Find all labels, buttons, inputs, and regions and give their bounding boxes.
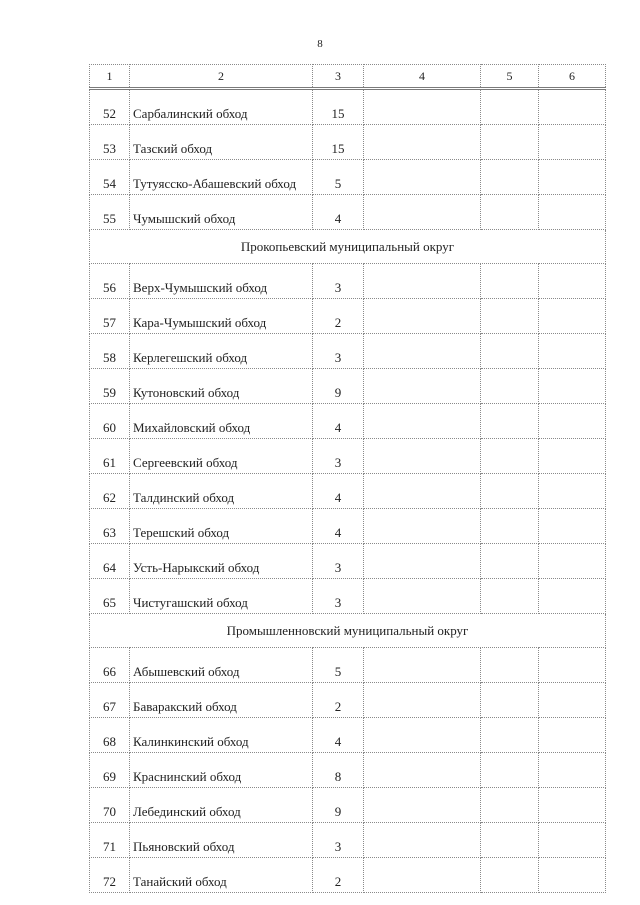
table-row [90,299,606,334]
row-number-cell: 62 [90,474,130,509]
count-cell: 15 [313,125,364,160]
table-row [90,334,606,369]
row-number-cell: 67 [90,683,130,718]
row-number-cell: 54 [90,160,130,195]
table-row [90,544,606,579]
table-row [90,718,606,753]
row-number-cell: 63 [90,509,130,544]
column-header: 1 [90,65,130,89]
table-row [90,264,606,299]
bypass-name-cell: Чистугашский обход [130,579,313,614]
table-row [90,753,606,788]
count-cell: 2 [313,299,364,334]
row-number-cell: 64 [90,544,130,579]
bypass-name-cell: Усть-Нарыкский обход [130,544,313,579]
table-row [90,648,606,683]
bypass-name-cell: Чумышский обход [130,195,313,230]
count-cell: 4 [313,195,364,230]
empty-cell-5 [481,544,539,579]
empty-cell-6 [539,89,606,125]
empty-cell-6 [539,648,606,683]
row-number-cell: 68 [90,718,130,753]
empty-cell-4 [364,788,481,823]
empty-cell-5 [481,369,539,404]
empty-cell-6 [539,753,606,788]
empty-cell-6 [539,579,606,614]
count-cell: 9 [313,788,364,823]
table-row [90,89,606,125]
row-number-cell: 57 [90,299,130,334]
row-number-cell: 72 [90,858,130,893]
section-header-row [90,614,606,648]
table-row [90,788,606,823]
count-cell: 4 [313,404,364,439]
row-number-cell: 59 [90,369,130,404]
empty-cell-4 [364,718,481,753]
row-number-cell: 66 [90,648,130,683]
page-number: 8 [317,38,323,50]
bypass-name-cell: Михайловский обход [130,404,313,439]
bypass-name-cell: Сарбалинский обход [130,89,313,125]
section-header-row [90,230,606,264]
count-cell: 2 [313,683,364,718]
count-cell: 3 [313,439,364,474]
empty-cell-5 [481,334,539,369]
empty-cell-5 [481,823,539,858]
empty-cell-6 [539,264,606,299]
empty-cell-4 [364,160,481,195]
row-number-cell: 53 [90,125,130,160]
row-number-cell: 71 [90,823,130,858]
empty-cell-4 [364,439,481,474]
count-cell: 8 [313,753,364,788]
column-header: 3 [313,65,364,89]
table-row [90,858,606,893]
table-header-row [90,65,606,89]
empty-cell-4 [364,683,481,718]
empty-cell-4 [364,544,481,579]
empty-cell-5 [481,579,539,614]
empty-cell-4 [364,125,481,160]
empty-cell-6 [539,788,606,823]
row-number-cell: 56 [90,264,130,299]
empty-cell-6 [539,160,606,195]
column-header: 5 [481,65,539,89]
count-cell: 4 [313,474,364,509]
empty-cell-6 [539,334,606,369]
table-row [90,125,606,160]
empty-cell-5 [481,89,539,125]
empty-cell-5 [481,474,539,509]
bypass-table [89,64,606,893]
empty-cell-4 [364,823,481,858]
column-header: 4 [364,65,481,89]
section-title: Прокопьевский муниципальный округ [90,230,606,264]
empty-cell-4 [364,299,481,334]
count-cell: 2 [313,858,364,893]
empty-cell-6 [539,474,606,509]
empty-cell-4 [364,369,481,404]
empty-cell-4 [364,195,481,230]
empty-cell-6 [539,509,606,544]
empty-cell-6 [539,683,606,718]
section-title: Промышленновский муниципальный округ [90,614,606,648]
empty-cell-6 [539,195,606,230]
empty-cell-5 [481,509,539,544]
empty-cell-6 [539,823,606,858]
empty-cell-6 [539,125,606,160]
bypass-name-cell: Керлегешский обход [130,334,313,369]
table-body [90,65,606,893]
bypass-name-cell: Сергеевский обход [130,439,313,474]
empty-cell-4 [364,753,481,788]
empty-cell-5 [481,299,539,334]
table-row [90,369,606,404]
count-cell: 4 [313,718,364,753]
column-header: 2 [130,65,313,89]
row-number-cell: 70 [90,788,130,823]
table-row [90,474,606,509]
empty-cell-6 [539,369,606,404]
row-number-cell: 60 [90,404,130,439]
table-row [90,823,606,858]
empty-cell-6 [539,858,606,893]
bypass-name-cell: Тазский обход [130,125,313,160]
row-number-cell: 61 [90,439,130,474]
empty-cell-5 [481,648,539,683]
empty-cell-5 [481,753,539,788]
bypass-name-cell: Баваракский обход [130,683,313,718]
bypass-name-cell: Абышевский обход [130,648,313,683]
count-cell: 3 [313,334,364,369]
row-number-cell: 55 [90,195,130,230]
bypass-name-cell: Тутуясско-Абашевский обход [130,160,313,195]
table-row [90,160,606,195]
bypass-name-cell: Танайский обход [130,858,313,893]
empty-cell-4 [364,509,481,544]
bypass-name-cell: Терешский обход [130,509,313,544]
row-number-cell: 58 [90,334,130,369]
bypass-name-cell: Краснинский обход [130,753,313,788]
table-row [90,404,606,439]
empty-cell-5 [481,718,539,753]
empty-cell-6 [539,299,606,334]
column-header: 6 [539,65,606,89]
empty-cell-6 [539,718,606,753]
count-cell: 5 [313,648,364,683]
empty-cell-6 [539,544,606,579]
empty-cell-6 [539,404,606,439]
empty-cell-5 [481,264,539,299]
count-cell: 9 [313,369,364,404]
empty-cell-4 [364,579,481,614]
row-number-cell: 52 [90,89,130,125]
row-number-cell: 65 [90,579,130,614]
table-row [90,579,606,614]
empty-cell-5 [481,683,539,718]
bypass-name-cell: Талдинский обход [130,474,313,509]
empty-cell-5 [481,404,539,439]
empty-cell-4 [364,264,481,299]
empty-cell-4 [364,404,481,439]
count-cell: 3 [313,544,364,579]
count-cell: 3 [313,579,364,614]
table-row [90,439,606,474]
empty-cell-5 [481,195,539,230]
bypass-name-cell: Верх-Чумышский обход [130,264,313,299]
bypass-name-cell: Лебединский обход [130,788,313,823]
empty-cell-4 [364,858,481,893]
table-row [90,683,606,718]
empty-cell-4 [364,334,481,369]
bypass-name-cell: Кара-Чумышский обход [130,299,313,334]
count-cell: 4 [313,509,364,544]
bypass-name-cell: Пьяновский обход [130,823,313,858]
empty-cell-5 [481,858,539,893]
empty-cell-5 [481,788,539,823]
empty-cell-5 [481,125,539,160]
row-number-cell: 69 [90,753,130,788]
empty-cell-6 [539,439,606,474]
empty-cell-5 [481,439,539,474]
table-row [90,509,606,544]
count-cell: 5 [313,160,364,195]
empty-cell-5 [481,160,539,195]
count-cell: 3 [313,823,364,858]
table-row [90,195,606,230]
empty-cell-4 [364,474,481,509]
count-cell: 15 [313,89,364,125]
count-cell: 3 [313,264,364,299]
bypass-name-cell: Калинкинский обход [130,718,313,753]
bypass-name-cell: Кутоновский обход [130,369,313,404]
empty-cell-4 [364,89,481,125]
empty-cell-4 [364,648,481,683]
